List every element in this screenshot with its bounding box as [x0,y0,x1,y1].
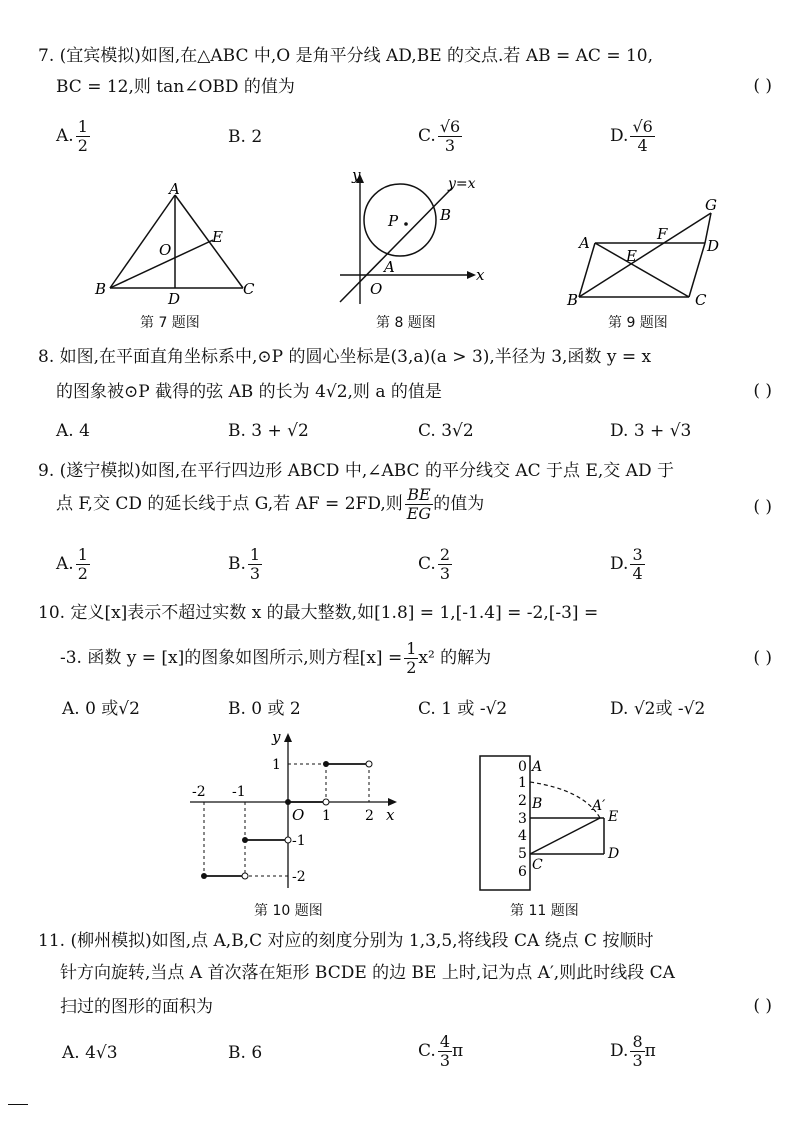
q8-line1: 8. 如图,在平面直角坐标系中,⊙P 的圆心坐标是(3,a)(a > 3),半径为 3,函数 y = x [38,347,652,367]
label-a: A [579,234,590,252]
page-mark [8,1104,28,1105]
q9-line2: 点 F,交 CD 的延长线于点 G,若 AF = 2FD,则 $\frac{BE}{EG}$ 的值为 [56,485,485,523]
q8-option-a: A. 4 [56,421,90,441]
label-c: C [243,280,255,298]
ruler-5: 5 [518,846,527,862]
q7-answer-paren: ( ) [753,76,772,96]
label-e: E [212,228,223,246]
tick-y-minus-1: -1 [292,833,306,849]
label-x: x [386,806,395,824]
label-a: A [169,180,180,198]
caption-figure-10: 第 10 题图 [254,903,323,919]
q7-option-a: A. $\frac{1}{2}$ [56,117,88,155]
q9-option-d: D. $\frac{3}{4}$ [610,545,643,583]
label-a-prime: A′ [592,798,606,814]
q8-line2: 的图象被⊙P 截得的弦 AB 的长为 4√2,则 a 的值是 [56,382,442,402]
q7-option-c: C. $\frac{√6}{3}$ [418,117,461,155]
q11-option-c: C. $\frac{4}{3}$ π [418,1032,464,1070]
caption-figure-11: 第 11 题图 [510,903,579,919]
label-b: B [567,291,579,309]
label-b: B [95,280,107,298]
label-c: C [532,857,543,873]
q7-line1: 7. (宜宾模拟)如图,在△ABC 中,O 是角平分线 AD,BE 的交点.若 AB = AC = 10, [38,46,654,66]
q9-answer-paren: ( ) [753,497,772,517]
circle-p [364,184,436,256]
q9-option-c: C. $\frac{2}{3}$ [418,545,450,583]
q8-option-d: D. 3 + √3 [610,421,692,441]
label-g: G [705,196,717,214]
ruler-4: 4 [518,828,527,844]
tick-x-2: 2 [365,808,374,824]
segment-bg [579,213,711,297]
q7-line2: BC = 12,则 tan∠OBD 的值为 [56,77,295,97]
q11-answer-paren: ( ) [753,996,772,1016]
segment-ac [595,243,689,297]
q9-option-b: B. $\frac{1}{3}$ [228,545,261,583]
label-d: D [707,237,720,255]
tick-y-minus-2: -2 [292,869,306,885]
q11-option-d: D. $\frac{8}{3}$ π [610,1032,656,1070]
label-f: F [657,225,668,243]
q10-option-d: D. √2或 -√2 [610,699,706,719]
q10-option-b: B. 0 或 2 [228,699,301,719]
label-p: P [388,212,399,230]
tick-x-minus-1: -1 [232,784,246,800]
label-d: D [608,846,620,862]
q7-option-d: D. $\frac{√6}{4}$ [610,117,653,155]
label-line: y=x [448,176,476,192]
q11-line2: 针方向旋转,当点 A 首次落在矩形 BCDE 的边 BE 上时,记为点 A′,则此时线段 CA [60,963,675,983]
figure-8-circle [330,168,490,310]
figure-10-floor-graph [186,728,404,894]
label-a: A [384,258,395,276]
label-b: B [532,796,543,812]
q10-answer-paren: ( ) [753,648,772,668]
segment-dc [689,243,705,297]
label-o: O [159,241,172,259]
ruler-3: 3 [518,811,527,827]
label-o: O [292,806,305,824]
ruler-6: 6 [518,864,527,880]
ruler-1: 1 [518,775,527,791]
figure-11-ruler [476,754,636,896]
caption-figure-8: 第 8 题图 [376,315,436,331]
caption-figure-9: 第 9 题图 [608,315,668,331]
label-x: x [476,266,485,284]
tick-x-minus-2: -2 [192,784,206,800]
label-y: y [272,728,281,746]
q11-line3: 扫过的图形的面积为 [60,997,213,1017]
label-e: E [608,809,619,825]
q11-option-b: B. 6 [228,1043,263,1063]
q8-option-c: C. 3√2 [418,421,474,441]
q11-line1: 11. (柳州模拟)如图,点 A,B,C 对应的刻度分别为 1,3,5,将线段 CA 绕点 C 按顺时 [38,931,654,951]
q8-answer-paren: ( ) [753,381,772,401]
q8-option-b: B. 3 + √2 [228,421,309,441]
figure-7-triangle [88,178,268,308]
q7-option-b: B. 2 [228,127,263,147]
label-e: E [626,247,637,265]
q11-option-a: A. 4√3 [62,1043,118,1063]
q9-option-a: A. $\frac{1}{2}$ [56,545,88,583]
line-y-equals-x [340,188,452,302]
ruler-0: 0 [518,759,527,775]
ruler-2: 2 [518,793,527,809]
segment-ca-prime [530,818,600,854]
caption-figure-7: 第 7 题图 [140,315,200,331]
q10-option-a: A. 0 或√2 [62,699,140,719]
q9-line1: 9. (遂宁模拟)如图,在平行四边形 ABCD 中,∠ABC 的平分线交 AC 于点 E,交 AD 于 [38,461,674,481]
label-y: y [352,168,361,184]
tick-y-1: 1 [272,757,281,773]
label-a: A [532,759,543,775]
q10-option-c: C. 1 或 -√2 [418,699,508,719]
label-o: O [370,280,383,298]
figure-9-parallelogram [565,193,725,313]
label-c: C [695,291,707,309]
tick-x-1: 1 [322,808,331,824]
q10-line1: 10. 定义[x]表示不超过实数 x 的最大整数,如[1.8] = 1,[-1.4] = -2,[-3] = [38,603,599,623]
label-d: D [168,290,181,308]
q10-line2: -3. 函数 y = [x]的图象如图所示,则方程[x] = $\frac{1}{2}$ x² 的解为 [60,639,492,677]
label-b: B [440,206,452,224]
